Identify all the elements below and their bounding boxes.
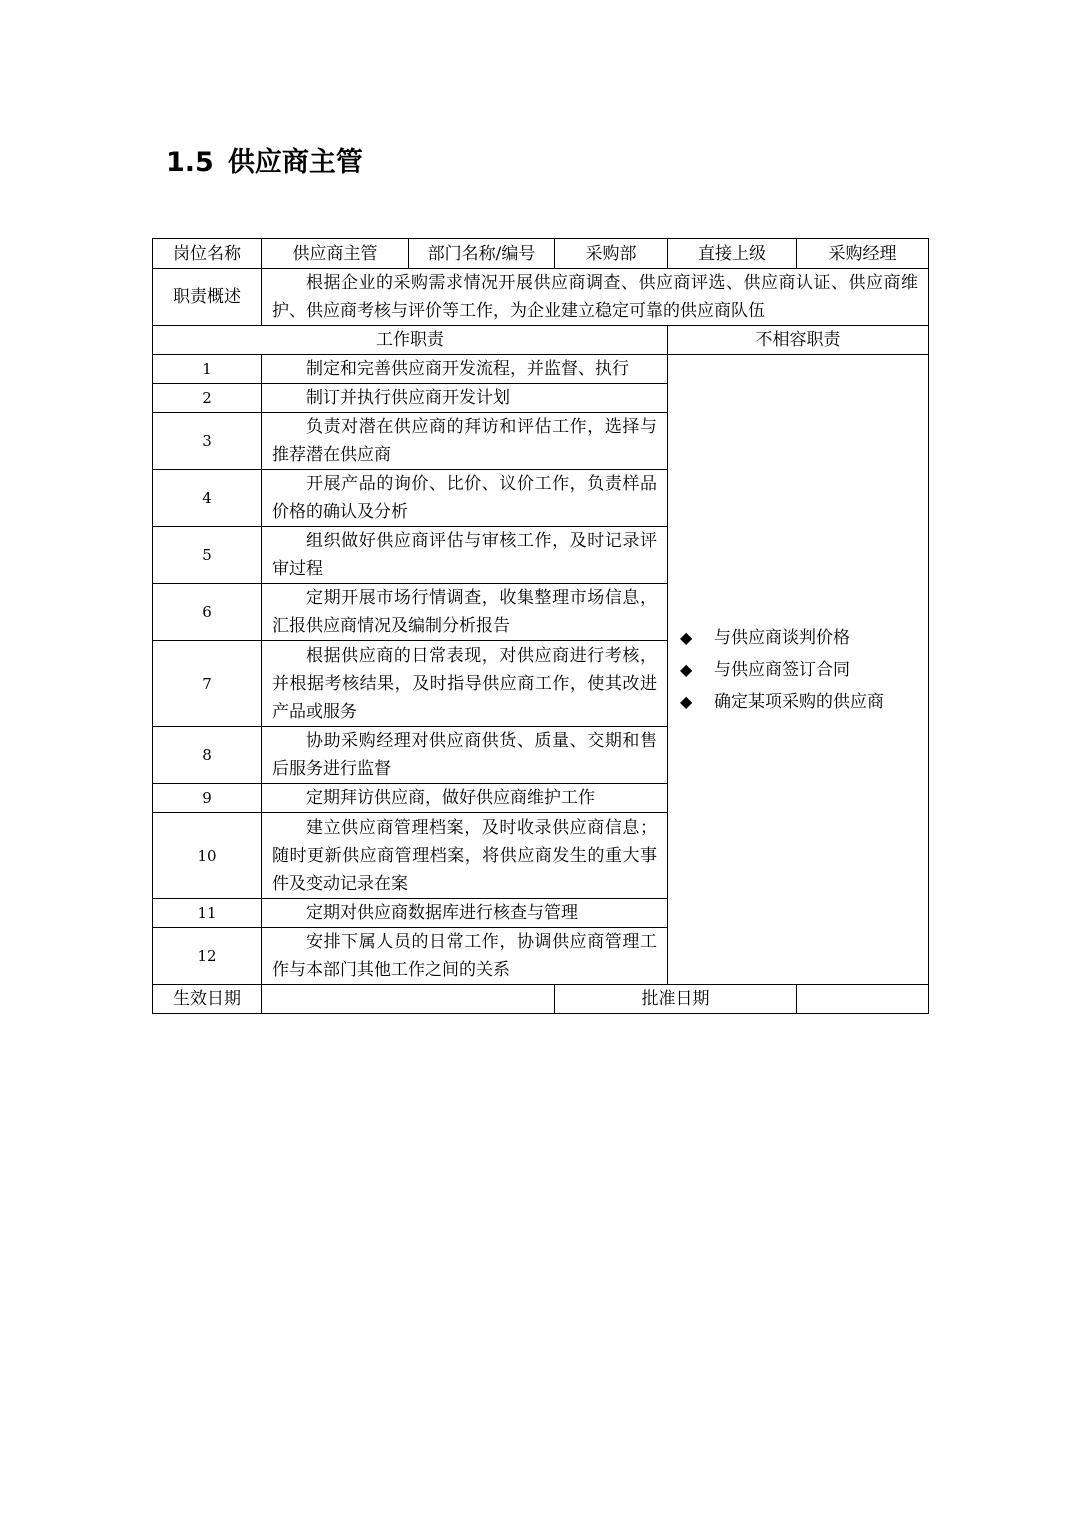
duty-text-cell [262, 784, 668, 813]
duty-text: 定期对供应商数据库进行核查与管理 [306, 903, 578, 923]
duty-text: 定期拜访供应商，做好供应商维护工作 [306, 788, 595, 808]
diamond-bullet-icon: ◆ [680, 659, 693, 679]
job-description-table [152, 238, 929, 1014]
effective-date-label: 生效日期 [153, 985, 262, 1014]
duty-text-cell [262, 727, 668, 784]
duty-text-cell [262, 813, 668, 899]
duty-row [153, 355, 929, 384]
incompatible-item [678, 656, 918, 684]
duty-text-cell [262, 641, 668, 727]
position-value: 供应商主管 [262, 239, 409, 269]
duty-number: 11 [153, 899, 262, 928]
approval-date-value [797, 985, 929, 1014]
summary-label: 职责概述 [153, 269, 262, 326]
duty-text-cell [262, 413, 668, 470]
approval-date-label: 批准日期 [555, 985, 797, 1014]
section-number: 1.5 [166, 147, 214, 178]
duty-number: 6 [153, 584, 262, 641]
duty-text: 开展产品的询价、比价、议价工作，负责样品价格的确认及分析 [272, 474, 657, 522]
duty-number: 8 [153, 727, 262, 784]
footer-row [153, 985, 929, 1014]
incompatible-header: 不相容职责 [668, 326, 929, 355]
incompatible-item [678, 624, 918, 652]
effective-date-value [262, 985, 555, 1014]
duty-text: 制定和完善供应商开发流程，并监督、执行 [306, 359, 629, 379]
duty-text-cell [262, 928, 668, 985]
duty-number: 1 [153, 355, 262, 384]
duty-number: 12 [153, 928, 262, 985]
duty-text-cell [262, 355, 668, 384]
incompatible-text: 与供应商签订合同 [714, 659, 850, 680]
duty-text: 组织做好供应商评估与审核工作，及时记录评审过程 [272, 531, 657, 579]
diamond-bullet-icon: ◆ [680, 627, 693, 647]
incompatible-text: 确定某项采购的供应商 [714, 691, 884, 712]
duty-text: 定期开展市场行情调查，收集整理市场信息，汇报供应商情况及编制分析报告 [272, 588, 657, 636]
duty-number: 10 [153, 813, 262, 899]
duty-text-cell [262, 899, 668, 928]
incompatible-list [678, 624, 918, 716]
duty-text-cell [262, 470, 668, 527]
header-row [153, 239, 929, 269]
duty-text: 根据供应商的日常表现，对供应商进行考核，并根据考核结果，及时指导供应商工作，使其改进产品或服务 [272, 645, 657, 722]
duty-text: 协助采购经理对供应商供货、质量、交期和售后服务进行监督 [272, 731, 657, 779]
duty-number: 3 [153, 413, 262, 470]
supervisor-label: 直接上级 [668, 239, 797, 269]
duty-text-cell [262, 584, 668, 641]
department-value: 采购部 [555, 239, 668, 269]
summary-text-cell [262, 269, 929, 326]
duty-number: 9 [153, 784, 262, 813]
duty-text: 制订并执行供应商开发计划 [306, 388, 510, 408]
section-title: 供应商主管 [227, 147, 363, 178]
duty-text-cell [262, 527, 668, 584]
page-title [166, 140, 363, 179]
duties-header: 工作职责 [153, 326, 668, 355]
duty-number: 2 [153, 384, 262, 413]
position-label: 岗位名称 [153, 239, 262, 269]
supervisor-value: 采购经理 [797, 239, 929, 269]
duty-text-cell [262, 384, 668, 413]
duty-number: 5 [153, 527, 262, 584]
incompatible-cell [668, 355, 929, 985]
duty-number: 7 [153, 641, 262, 727]
section-header-row [153, 326, 929, 355]
duty-text: 建立供应商管理档案，及时收录供应商信息；随时更新供应商管理档案，将供应商发生的重大事件及变动记录在案 [272, 817, 657, 894]
summary-text: 根据企业的采购需求情况开展供应商调查、供应商评选、供应商认证、供应商维护、供应商考核与评价等工作，为企业建立稳定可靠的供应商队伍 [272, 273, 918, 321]
diamond-bullet-icon: ◆ [680, 691, 693, 711]
incompatible-item [678, 688, 918, 716]
duty-text: 负责对潜在供应商的拜访和评估工作，选择与推荐潜在供应商 [272, 417, 657, 465]
incompatible-text: 与供应商谈判价格 [714, 627, 850, 648]
summary-row [153, 269, 929, 326]
duty-number: 4 [153, 470, 262, 527]
duty-text: 安排下属人员的日常工作，协调供应商管理工作与本部门其他工作之间的关系 [272, 932, 657, 980]
department-label: 部门名称/编号 [409, 239, 555, 269]
